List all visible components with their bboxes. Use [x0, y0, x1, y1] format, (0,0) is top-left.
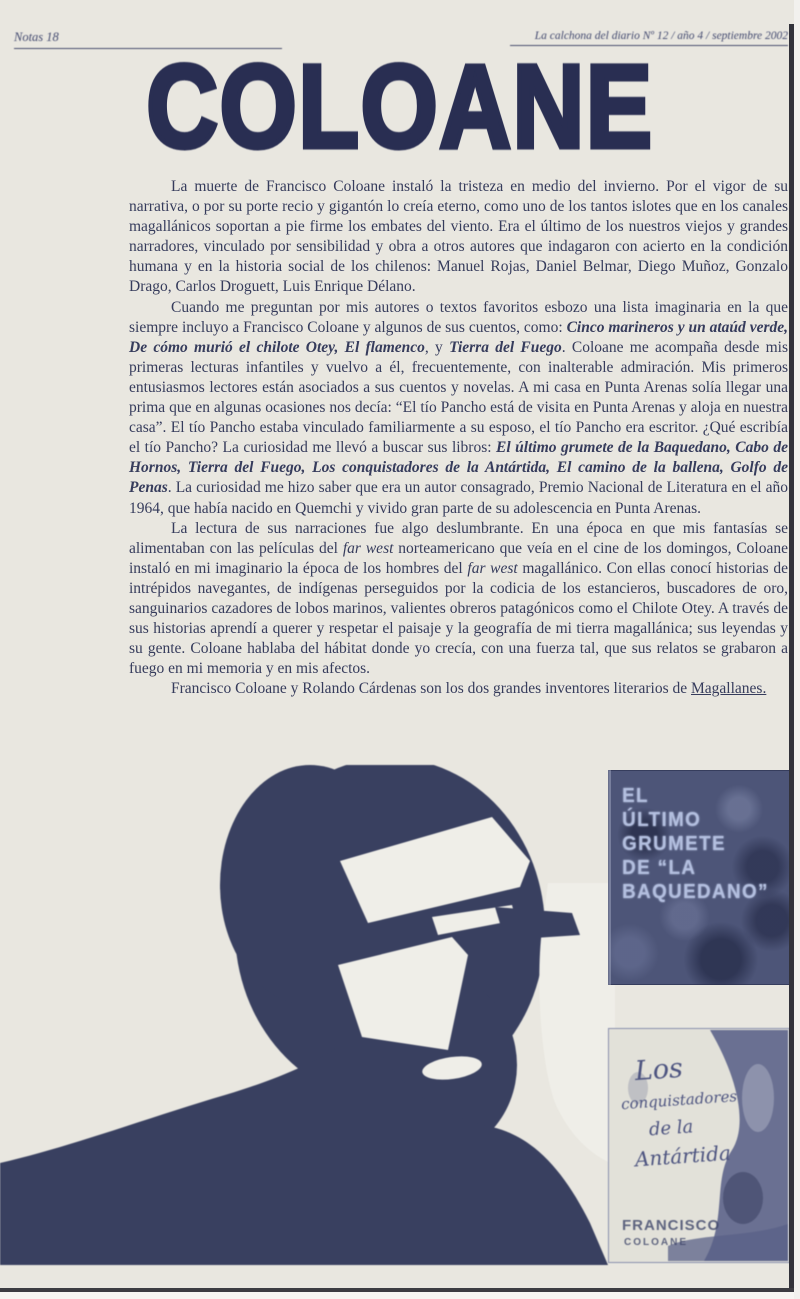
cover-title-line: ÚLTIMO	[622, 809, 702, 831]
text-run: Magallanes.	[691, 680, 767, 698]
cover-title-line: EL	[622, 785, 649, 807]
cover-title-line: BAQUEDANO”	[622, 881, 769, 903]
text-run: far west	[342, 539, 394, 557]
book-cover-grumete-title	[608, 770, 779, 904]
article-body	[129, 177, 788, 699]
book-cover-los-conquistadores	[608, 1028, 790, 1263]
article-paragraph	[129, 177, 788, 298]
text-run: Cinco marineros y un ataúd verde, De cómo murió el chilote Otey, El flamenco	[129, 318, 788, 356]
text-run: far west	[467, 559, 518, 577]
cover-title-line: Los	[633, 1052, 684, 1088]
text-run: Tierra del Fuego	[449, 338, 562, 356]
portrait-dark-silhouette	[0, 765, 608, 1265]
text-run: Francisco Coloane y Rolando Cárdenas son los dos grandes inventores literarios de	[171, 680, 691, 698]
cover-author-line: FRANCISCO	[622, 1217, 721, 1234]
text-run: La muerte de Francisco Coloane instaló la tristeza en medio del invierno. Por el vigor de su narrativa, o por su porte recio y gigantón lo creía eterno, como uno de los tantos islotes que en los canales magallánicos soportan a pie firme los embates del viento. Era el último de los nuestros viejos y grandes narradores, vinculado por sensibilidad y obra a otros autores que indagaron con acierto en la condición humana y en la historia social de los chilenos: Manuel Rojas, Daniel Belmar, Diego Muñoz, Gonzalo Drago, Carlos Droguett, Luis Enrique Délano.	[129, 178, 788, 296]
text-run: norteamericano que veía en el cine de los domingos, Coloane instaló en mi imaginario la época de los hombres del	[129, 539, 788, 577]
article-paragraph	[129, 679, 788, 699]
text-run: Cuando me preguntan por mis autores o textos favoritos esbozo una lista imaginaria en la que siempre incluyo a Francisco Coloane y algunos de sus cuentos, como:	[129, 298, 788, 336]
text-run: magallánico. Con ellas conocí historias de intrépidos navegantes, de indígenas perseguidos por la codicia de los estancieros, buscadores de oro, sanguinarios cazadores de lobos marinos, valientes obreros patagónicos como el Chilote Otey. A través de sus historias aprendí a querer y respetar el paisaje y la geografía de mi tierra magallánica; sus leyendas y su gente. Coloane hablaba del hábitat donde yo crecía, con una fuerza tal, que sus relatos se grabaron a fuego en mi memoria y en mis afectos.	[129, 559, 788, 678]
article-paragraph	[129, 519, 788, 680]
text-run: La lectura de sus narraciones fue algo deslumbrante. En una época en que mis fantasías se alimentaban con las películas del	[129, 519, 788, 557]
book-cover-el-ultimo-grumete	[608, 770, 790, 985]
article-paragraph	[129, 298, 788, 519]
coloane-portrait-photo	[0, 765, 615, 1265]
cover-title-line: de la	[648, 1116, 694, 1141]
article-title: COLOANE	[146, 41, 654, 173]
text-run: El último grumete de la Baquedano, Cabo de Hornos, Tierra del Fuego, Los conquistadores de la Antártida, El camino de la ballena, Golfo de Penas	[129, 439, 788, 497]
page-number-label: Notas 18	[14, 30, 282, 49]
cover-title-line: GRUMETE	[622, 833, 726, 855]
issue-label: La calchona del diario Nº 12 / año 4 / septiembre 2002	[510, 30, 788, 46]
text-run: . Coloane me acompaña desde mis primeras lecturas infantiles y vuelvo a él, frecuentemente, con inalterable admiración. Mis primeros entusiasmos lectores están asociados a sus cuentos y novelas. A mi casa en Punta Arenas solía llegar una prima que en algunas ocasiones nos decía: “El tío Pancho está de visita en Punta Arenas y aloja en nuestra casa”. El tío Pancho estaba vinculado familiarmente a su esposo, el tío Pancho era escritor. ¿Qué escribía el tío Pancho? La curiosidad me llevó a buscar sus libros:	[129, 338, 789, 457]
scan-margin-bottom	[0, 1292, 800, 1299]
cover-title-line: conquistadores	[620, 1087, 738, 1114]
cover-title-line: Antártida	[634, 1140, 732, 1172]
text-run: . La curiosidad me hizo saber que era un autor consagrado, Premio Nacional de Literatura en el año 1964, que había nacido en Quemchi y vivido gran parte de su adolescencia en Punta Arenas.	[129, 479, 788, 517]
scan-margin-right	[794, 0, 800, 1299]
cover-title-line: DE “LA	[622, 857, 697, 879]
text-run: , y	[424, 338, 450, 356]
cover-author-line: COLOANE	[624, 1237, 688, 1248]
